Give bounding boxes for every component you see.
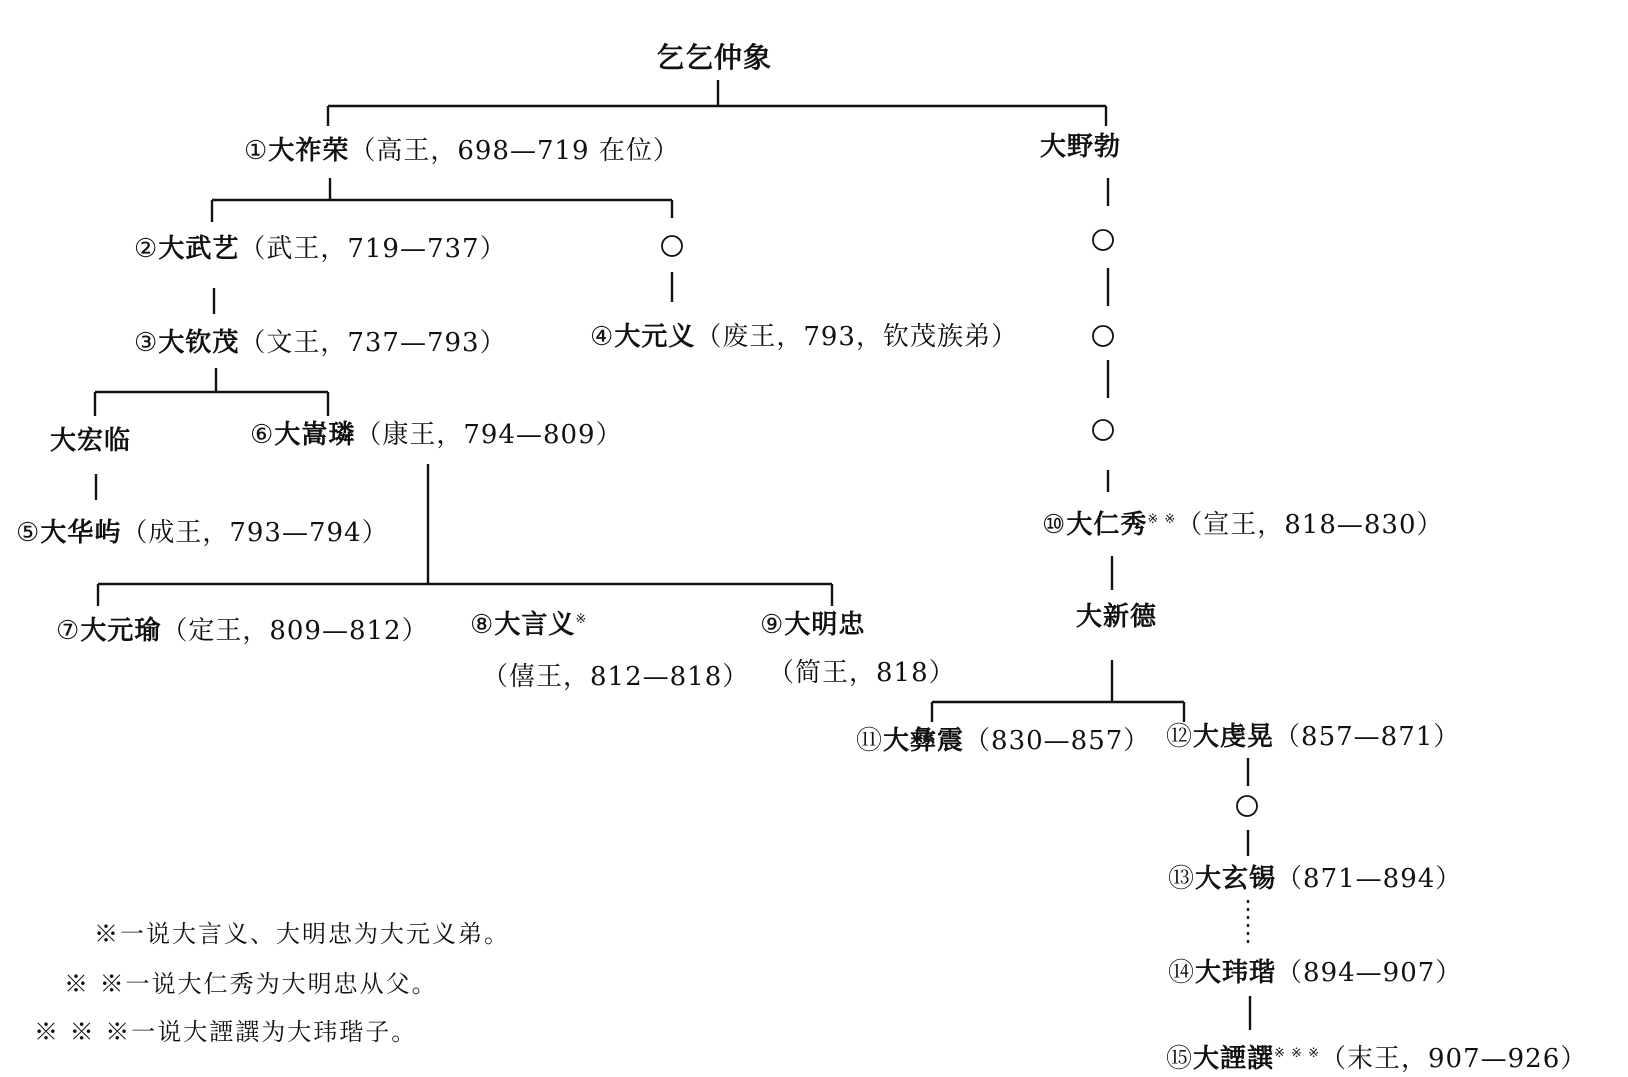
node-number: ⑫ [1166, 722, 1194, 752]
node-number: ⑭ [1168, 958, 1196, 988]
node-info: （文王，737—793） [239, 328, 507, 358]
node-name: 大宏临 [50, 426, 132, 456]
node-number: ③ [134, 328, 159, 358]
node-dayizhen [856, 728, 1150, 754]
node-name: 大虔晃 [1193, 722, 1275, 752]
node-dahuayu [16, 520, 389, 546]
node-info: （废王，793，钦茂族弟） [695, 322, 1018, 352]
footnote-text: 一说大仁秀为大明忠从父。 [125, 970, 438, 998]
node-dasonglin [250, 422, 623, 448]
node-name: 大玮瑎 [1195, 958, 1277, 988]
node-name: 大嵩璘 [274, 420, 356, 450]
footnote-text: 一说大諲譔为大玮瑎子。 [131, 1018, 418, 1046]
footnote-mark: ※ ※ ※ [1274, 1046, 1320, 1061]
node-dahonglin [50, 428, 131, 454]
node-info: （定王，809—812） [161, 616, 429, 646]
footnote-text: 一说大言义、大明忠为大元义弟。 [120, 920, 510, 948]
node-number: ⑥ [250, 420, 275, 450]
node-daqianhuang [1166, 724, 1460, 750]
node-number: ⑧ [470, 610, 495, 640]
node-darenxiu [1042, 512, 1444, 538]
root-name: 乞乞仲象 [656, 41, 773, 74]
node-number: ① [244, 136, 269, 166]
node-name: 大彝震 [883, 726, 965, 756]
node-info: （高王，698—719 在位） [349, 136, 680, 166]
node-name: 大野勃 [1040, 132, 1122, 162]
node-info: （末王，907—926） [1319, 1044, 1588, 1074]
node-dawuyi [134, 236, 507, 262]
node-damingzhong [760, 612, 865, 638]
node-daxuanxi [1168, 866, 1462, 892]
node-dayanyi-info [482, 664, 749, 690]
node-info: （894—907） [1276, 958, 1463, 988]
node-number: ⑤ [16, 518, 41, 548]
node-name: 大钦茂 [158, 328, 240, 358]
node-number: ⑨ [760, 610, 785, 640]
node-info: （830—857） [964, 726, 1151, 756]
node-dayebo [1040, 134, 1121, 160]
node-name: 大玄锡 [1195, 864, 1277, 894]
node-info: （宣王，818—830） [1176, 510, 1444, 540]
node-number: ⑦ [56, 616, 81, 646]
node-name: 大言义 [494, 610, 576, 640]
node-info: （武王，719—737） [239, 234, 507, 264]
node-name: 大元义 [614, 322, 696, 352]
node-info: （康王，794—809） [355, 420, 623, 450]
node-name: 大明忠 [784, 610, 866, 640]
node-number: ② [134, 234, 159, 264]
footnote-2 [64, 972, 438, 996]
node-number: ⑪ [856, 726, 884, 756]
node-info: （简王，818） [768, 658, 956, 688]
footnote-mark: ※ ※ [1147, 512, 1177, 527]
footnote-mark: ※ [94, 920, 120, 948]
node-name: 大諲譔 [1193, 1044, 1275, 1074]
footnote-mark: ※ ※ ※ [34, 1018, 132, 1046]
node-name: 大武艺 [158, 234, 240, 264]
node-info: （871—894） [1276, 864, 1463, 894]
footnote-1 [94, 922, 510, 946]
node-name: 大元瑜 [80, 616, 162, 646]
node-root [656, 41, 773, 74]
node-name: 大华屿 [40, 518, 122, 548]
node-dazuorong [244, 138, 680, 164]
node-name: 大仁秀 [1066, 510, 1148, 540]
node-dayanyi [470, 612, 587, 638]
node-number: ⑮ [1166, 1044, 1194, 1074]
node-dayuanyi [590, 324, 1018, 350]
node-number: ⑬ [1168, 864, 1196, 894]
node-number: ④ [590, 322, 615, 352]
node-dayinzhuan [1166, 1046, 1587, 1072]
node-daxinde [1076, 604, 1157, 630]
node-daweijie [1168, 960, 1462, 986]
node-info: （857—871） [1274, 722, 1461, 752]
footnote-mark: ※ ※ [64, 970, 126, 998]
node-daqinmao [134, 330, 507, 356]
node-dayuanyu [56, 618, 429, 644]
node-number: ⑩ [1042, 510, 1067, 540]
node-name: 大祚荣 [268, 136, 350, 166]
footnote-3 [34, 1020, 417, 1044]
node-info: （成王，793—794） [121, 518, 389, 548]
footnote-mark: ※ [575, 612, 588, 627]
node-info: （僖王，812—818） [482, 662, 750, 692]
node-damingzhong-info [768, 660, 956, 686]
node-name: 大新德 [1076, 602, 1158, 632]
